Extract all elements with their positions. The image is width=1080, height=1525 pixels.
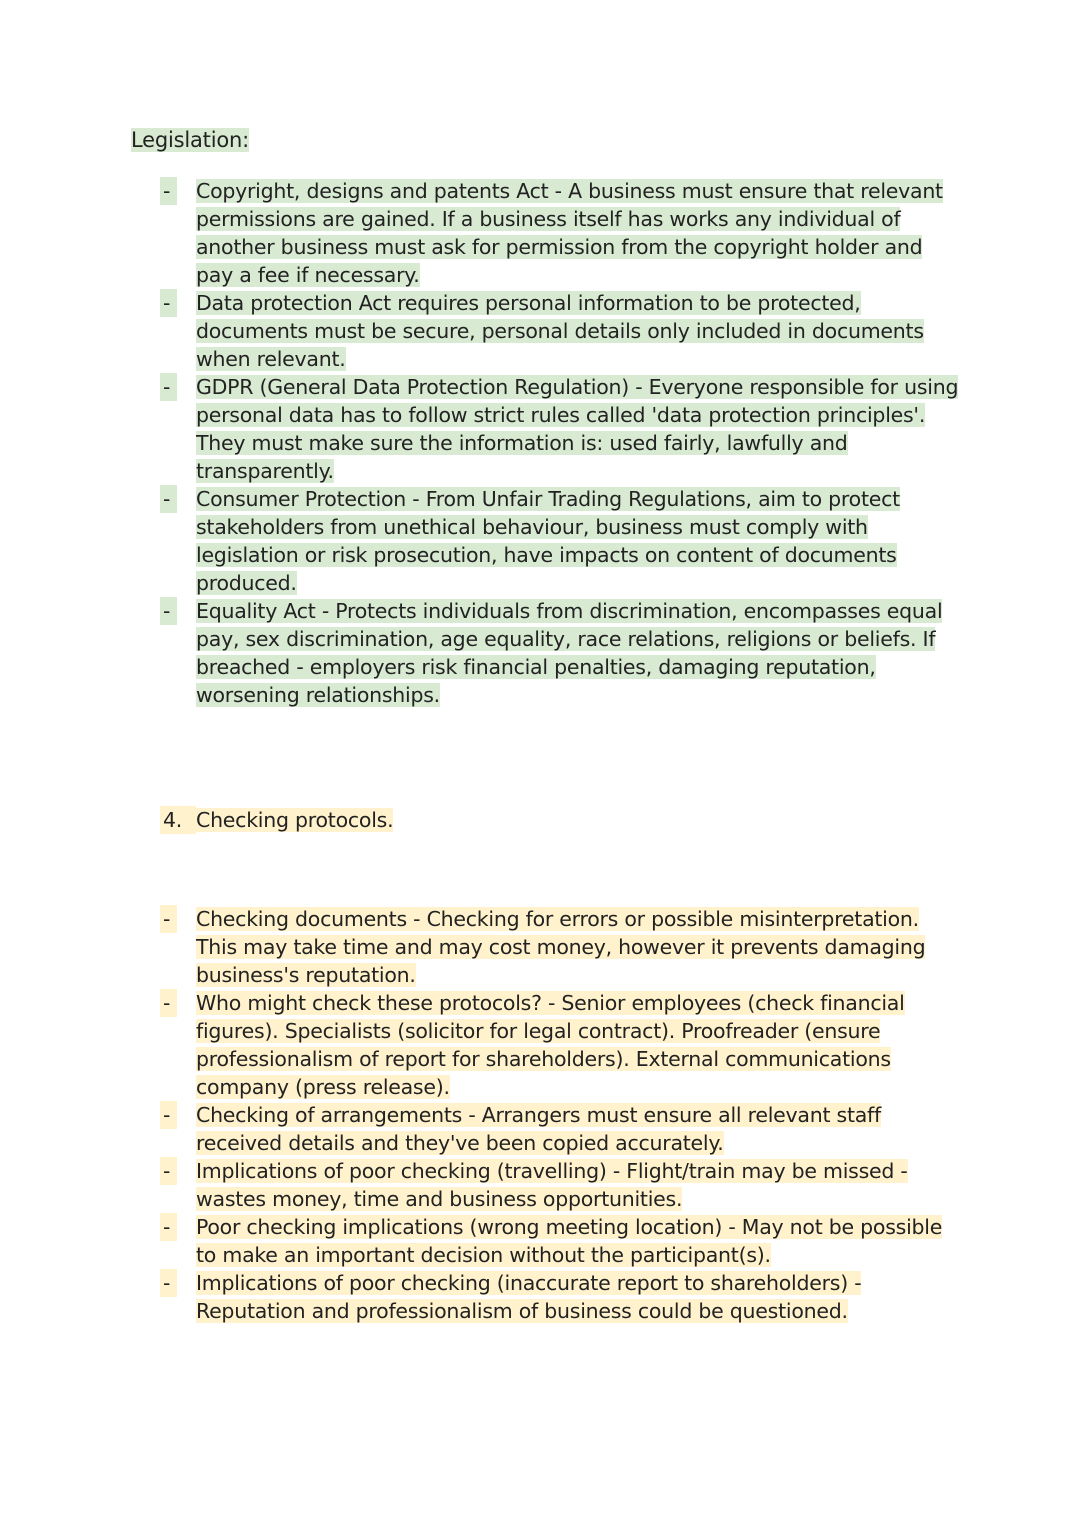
list-item-text: Copyright, designs and patents Act - A business must ensure that relevant permissions are gained. If a business itself has works any individual of another business must ask for permission from the copyright holder and pay a fee if necessary.	[196, 179, 943, 287]
list-item	[160, 289, 960, 373]
list-item	[160, 1101, 960, 1157]
bullet-dash: -	[160, 485, 177, 513]
list-item	[160, 373, 960, 485]
bullet-dash: -	[160, 989, 177, 1017]
list-item-text: Equality Act - Protects individuals from discrimination, encompasses equal pay, sex discrimination, age equality, race relations, religions or beliefs. If breached - employers risk financial penalties, damaging reputation, worsening relationships.	[196, 599, 943, 707]
bullet-dash: -	[160, 1157, 177, 1185]
list-item-text: Poor checking implications (wrong meeting location) - May not be possible to make an important decision without the participant(s).	[196, 1215, 943, 1267]
list-item	[160, 989, 960, 1101]
list-item-text: GDPR (General Data Protection Regulation) - Everyone responsible for using personal data has to follow strict rules called 'data protection principles'. They must make sure the information is: used fairly, lawfully and transparently.	[196, 375, 959, 483]
list-item	[160, 485, 960, 597]
list-item-text: Who might check these protocols? - Senior employees (check financial figures). Specialists (solicitor for legal contract). Proofreader (ensure professionalism of report for shareholders). External communications company (press release).	[196, 991, 905, 1099]
bullet-dash: -	[160, 1101, 177, 1129]
bullet-dash: -	[160, 1269, 177, 1297]
section-title-text: Checking protocols.	[196, 808, 394, 832]
bullet-dash: -	[160, 597, 177, 625]
list-item-text: Checking documents - Checking for errors or possible misinterpretation. This may take time and may cost money, however it prevents damaging business's reputation.	[196, 907, 926, 987]
list-item	[160, 905, 960, 989]
list-item	[160, 597, 960, 709]
list-item	[160, 1269, 960, 1325]
bullet-dash: -	[160, 905, 177, 933]
legislation-list	[160, 177, 960, 709]
checking-protocols-title	[160, 806, 393, 834]
list-item-text: Implications of poor checking (inaccurate report to shareholders) - Reputation and professionalism of business could be questioned.	[196, 1271, 862, 1323]
list-item-text: Checking of arrangements - Arrangers must ensure all relevant staff received details and they've been copied accurately.	[196, 1103, 881, 1155]
bullet-dash: -	[160, 289, 177, 317]
list-item	[160, 177, 960, 289]
list-item	[160, 1213, 960, 1269]
list-item	[160, 1157, 960, 1213]
bullet-dash: -	[160, 373, 177, 401]
list-item-text: Data protection Act requires personal information to be protected, documents must be secure, personal details only included in documents when relevant.	[196, 291, 924, 371]
bullet-dash: -	[160, 177, 177, 205]
list-item-text: Implications of poor checking (travelling) - Flight/train may be missed - wastes money, time and business opportunities.	[196, 1159, 908, 1211]
list-item-text: Consumer Protection - From Unfair Trading Regulations, aim to protect stakeholders from unethical behaviour, business must comply with legislation or risk prosecution, have impacts on content of documents produced.	[196, 487, 900, 595]
bullet-dash: -	[160, 1213, 177, 1241]
section-number: 4.	[160, 806, 196, 834]
checking-list	[160, 905, 960, 1325]
legislation-heading: Legislation:	[131, 128, 249, 152]
